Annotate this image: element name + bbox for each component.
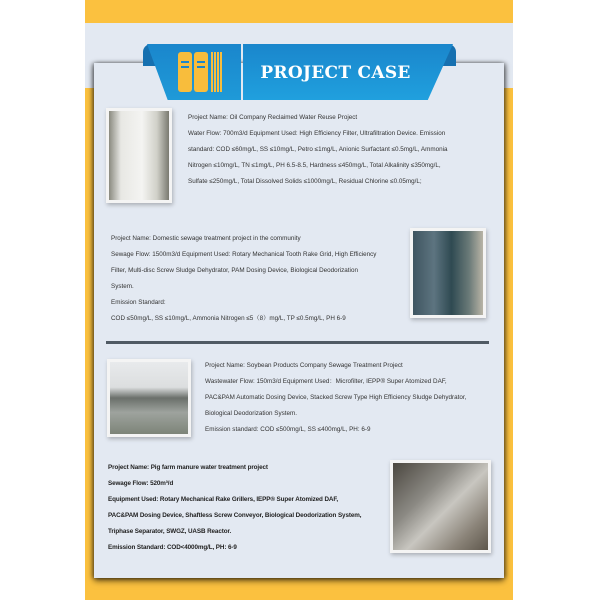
project-name: Project Name: Oil Company Reclaimed Water Reuse Project xyxy=(188,114,358,121)
project-photo-soybean xyxy=(107,359,191,437)
project-detail: standard: COD ≤60mg/L, SS ≤10mg/L, Petro ≤1mg/L, Anionic Surfactant ≤0.5mg/L, Ammonia xyxy=(188,146,448,153)
project-detail: Nitrogen ≤10mg/L, TN ≤1mg/L, PH 6.5-8.5, Hardness ≤450mg/L, Total Alkalinity ≤350mg/L, xyxy=(188,162,441,169)
project-detail: Emission Standard: xyxy=(111,299,166,306)
project-detail: Emission standard: COD ≤500mg/L, SS ≤400mg/L, PH: 6-9 xyxy=(205,426,371,433)
project-detail: Wastewater Flow: 150m3/d Equipment Used：Microfilter, IEPP® Super Atomized DAF, xyxy=(205,378,447,385)
project-detail: Sewage Flow: 1500m3/d Equipment Used: Rotary Mechanical Tooth Rake Grid, High Efficiency xyxy=(111,251,377,258)
project-photo-pig-farm xyxy=(390,460,491,553)
project-soybean xyxy=(205,358,466,438)
project-name: Project Name: Soybean Products Company Sewage Treatment Project xyxy=(205,362,403,369)
project-detail: Biological Deodorization System. xyxy=(205,410,298,417)
project-detail: Sewage Flow: 520m³/d xyxy=(108,480,174,487)
project-detail: Equipment Used: Rotary Mechanical Rake Grillers, IEPP® Super Atomized DAF, xyxy=(108,496,339,503)
project-name: Project Name: Pig farm manure water treatment project xyxy=(108,464,268,471)
project-detail: PAC&PAM Automatic Dosing Device, Stacked Screw Type High Efficiency Sludge Dehydrator, xyxy=(205,394,467,401)
project-detail: Filter, Multi-disc Screw Sludge Dehydrator, PAM Dosing Device, Biological Deodorization xyxy=(111,267,358,274)
section-divider xyxy=(106,341,489,344)
project-oil-company xyxy=(188,110,448,190)
project-detail: PAC&PAM Dosing Device, Shaftless Screw Conveyor, Biological Deodorization System, xyxy=(108,512,362,519)
project-detail: System. xyxy=(111,283,134,290)
page-title: PROJECT CASE xyxy=(260,63,411,83)
project-detail: Triphase Separator, SWGZ, UASB Reactor. xyxy=(108,528,232,535)
project-detail: COD ≤50mg/L, SS ≤10mg/L, Ammonia Nitrogen ≤5（8）mg/L, TP ≤0.5mg/L, PH 6-9 xyxy=(111,315,346,322)
project-detail: Emission Standard: COD<4000mg/L, PH: 6-9 xyxy=(108,544,237,551)
project-domestic-sewage xyxy=(111,231,376,327)
project-detail: Sulfate ≤250mg/L, Total Dissolved Solids ≤1000mg/L, Residual Chlorine ≤0.05mg/L; xyxy=(188,178,422,185)
project-detail: Water Flow: 700m3/d Equipment Used: High Efficiency Filter, Ultrafiltration Device. Emission xyxy=(188,130,446,137)
project-photo-domestic-sewage xyxy=(410,228,486,318)
project-photo-oil-company xyxy=(106,108,172,203)
project-pig-farm xyxy=(108,460,361,556)
project-name: Project Name: Domestic sewage treatment project in the community xyxy=(111,235,301,242)
